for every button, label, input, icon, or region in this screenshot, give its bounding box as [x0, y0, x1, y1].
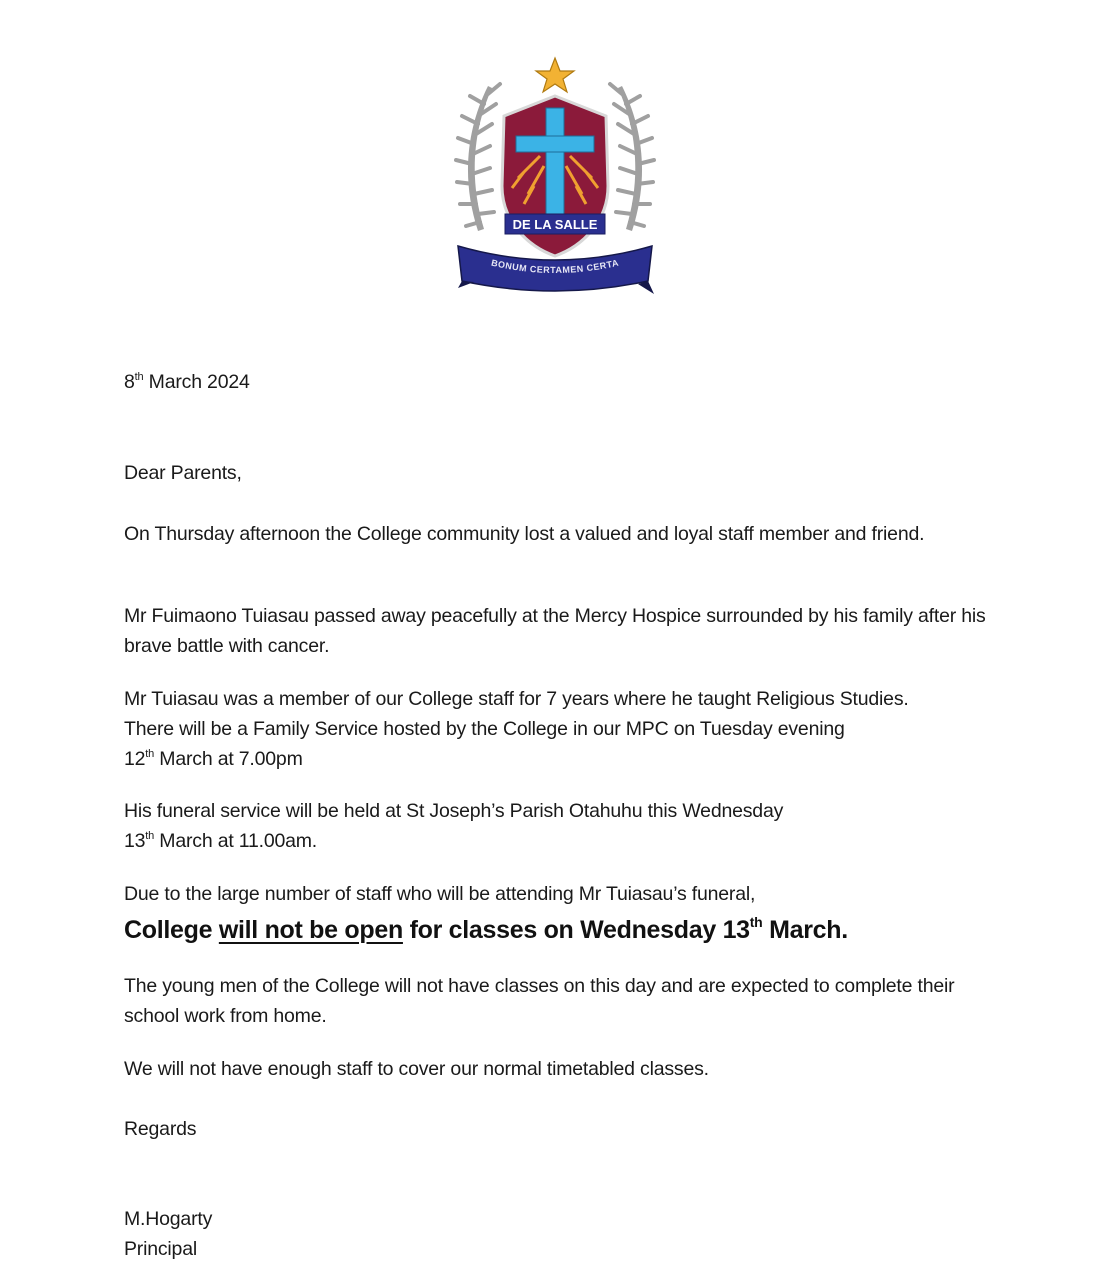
signature-block — [124, 1204, 212, 1264]
letter-date: 8th March 2024 — [124, 371, 250, 393]
crest-icon — [448, 56, 662, 296]
paragraph-funeral-service: His funeral service will be held at St Joseph’s Parish Otahuhu this Wednesday 13th March at 11.00am. — [124, 800, 784, 852]
paragraph-passing: Mr Fuimaono Tuiasau passed away peacefully at the Mercy Hospice surrounded by his family after his brave battle with cancer. — [124, 605, 986, 657]
paragraph-reason: Due to the large number of staff who will be attending Mr Tuiasau’s funeral, — [124, 883, 756, 905]
motto-text: BONUM CERTAMEN CERTA — [490, 257, 620, 276]
signatory-name: M.Hogarty — [124, 1208, 213, 1230]
paragraph-family-service: Mr Tuiasau was a member of our College staff for 7 years where he taught Religious Studies. There will be a Family Service hosted by the College in our MPC on Tuesday evening 12th March at 7.00pm — [124, 688, 909, 770]
closing: Regards — [124, 1118, 197, 1140]
signatory-title: Principal — [124, 1238, 197, 1260]
left-fern-icon — [456, 84, 500, 231]
school-name-text: DE LA SALLE — [512, 217, 598, 232]
closure-emphasis: will not be open — [218, 916, 403, 944]
paragraph-loss: On Thursday afternoon the College community lost a valued and loyal staff member and friend. — [124, 523, 925, 545]
salutation: Dear Parents, — [124, 462, 242, 484]
closure-notice: College will not be open for classes on Wednesday 13th March. — [124, 914, 848, 944]
paragraph-home-study: The young men of the College will not have classes on this day and are expected to complete their school work from home. — [124, 975, 955, 1027]
school-crest-logo — [448, 56, 662, 296]
star-icon — [536, 58, 574, 92]
paragraph-staffing: We will not have enough staff to cover our normal timetabled classes. — [124, 1058, 709, 1080]
right-fern-icon — [610, 84, 654, 231]
